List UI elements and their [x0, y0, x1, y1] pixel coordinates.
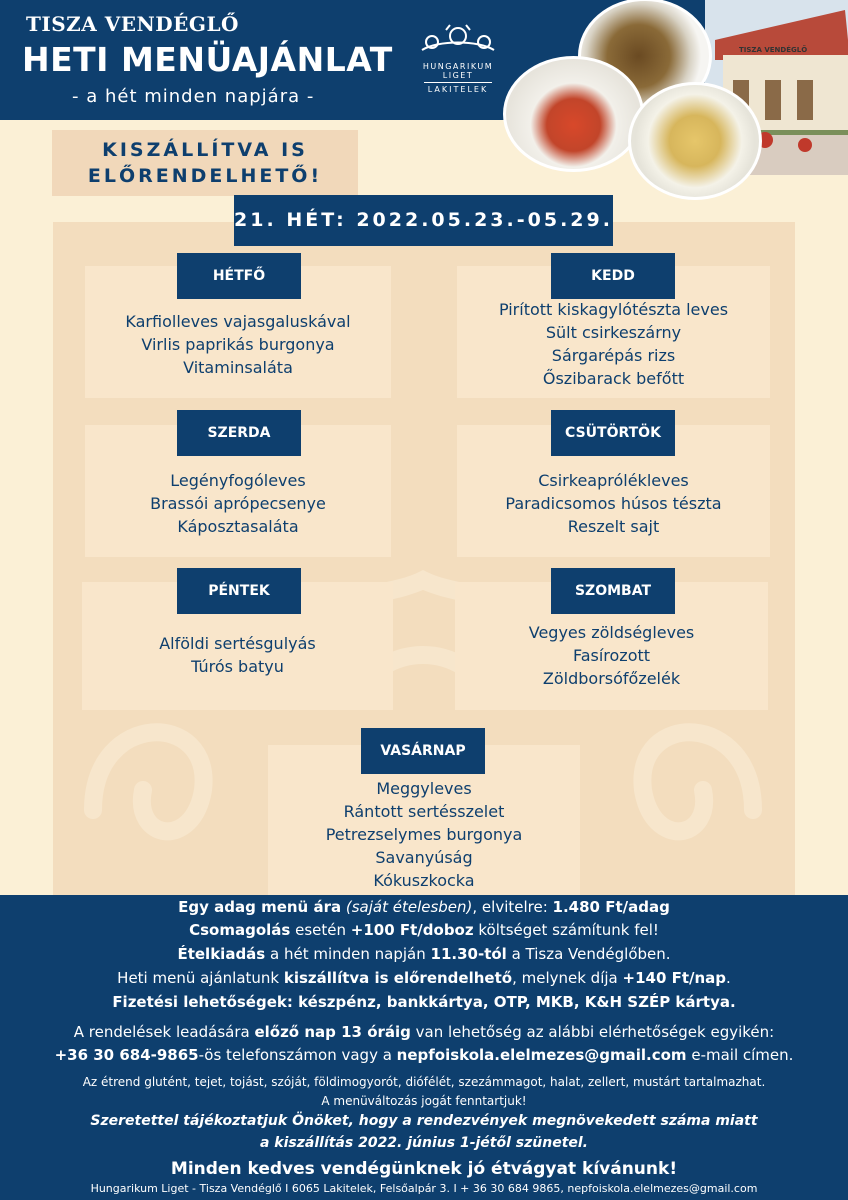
dish-item: Fasírozott [572, 646, 651, 665]
dish-item: Pirított kiskagylótészta leves [498, 300, 729, 319]
week-label: 21. HÉT: 2022.05.23.-05.29. [234, 195, 613, 246]
dish-item: Legényfogóleves [170, 471, 306, 490]
delivery-period: . [726, 969, 731, 987]
contact-text-end: e-mail címen. [686, 1046, 794, 1064]
day-label-saturday: SZOMBAT [551, 568, 675, 614]
food-photo-pasta [503, 56, 644, 172]
dish-item: Rántott sertésszelet [343, 802, 505, 821]
serving-time: 11.30-tól [430, 945, 507, 963]
dish-item: Savanyúság [375, 848, 473, 867]
deadline-text-end: van lehetőség az alábbi elérhetőségek egyikén: [410, 1023, 775, 1041]
deadline-time: előző nap 13 óráig [254, 1023, 411, 1041]
packaging-text-end: költséget számítunk fel! [473, 921, 659, 939]
hungarikum-logo [410, 22, 506, 94]
packaging-label: Csomagolás [189, 921, 291, 939]
price-label: Egy adag menü ára [178, 898, 342, 916]
day-label-tuesday: KEDD [551, 253, 675, 299]
folk-flower-icon [418, 22, 498, 56]
address-line: Hungarikum Liget - Tisza Vendéglő I 6065 Lakitelek, Felsőalpár 3. I + 36 30 684 9865, nepfoiskola.elelmezes@gmail.com [90, 1182, 758, 1195]
dish-item: Zöldborsófőzelék [542, 669, 681, 688]
page-title: HETI MENÜAJÁNLAT [22, 40, 393, 79]
dish-item: Vitaminsaláta [183, 358, 293, 377]
deadline-line [0, 1023, 848, 1041]
delivery-banner-line2: ELŐRENDELHETŐ! [87, 165, 323, 187]
delivery-banner-line1: KISZÁLLÍTVA IS [102, 139, 308, 161]
dish-item: Paradicsomos húsos tészta [505, 494, 722, 513]
dish-item: Vegyes zöldségleves [528, 623, 695, 642]
restaurant-name: TISZA VENDÉGLŐ [26, 12, 239, 36]
contact-line [0, 1046, 848, 1064]
info-footer [0, 895, 848, 1200]
page-subtitle: - a hét minden napjára - [72, 86, 315, 107]
day-label-monday: HÉTFŐ [177, 253, 301, 299]
change-note: A menüváltozás jogát fenntartjuk! [321, 1094, 527, 1108]
food-photo-soup [628, 82, 762, 200]
day-label-thursday: CSÜTÖRTÖK [551, 410, 675, 456]
delivery-fee: +140 Ft/nap [622, 969, 727, 987]
dish-item: Őszibarack befőtt [542, 369, 685, 388]
packaging-text: esetén [290, 921, 351, 939]
serving-line [0, 945, 848, 963]
dish-item: Sült csirkeszárny [545, 323, 682, 342]
contact-email-link[interactable]: nepfoiskola.elelmezes@gmail.com [396, 1046, 687, 1064]
contact-phone[interactable]: +36 30 684-9865 [54, 1046, 199, 1064]
price-text: , elvitelre: [472, 898, 553, 916]
dish-item: Reszelt sajt [567, 517, 660, 536]
day-label-friday: PÉNTEK [177, 568, 301, 614]
dish-item: Csirkeaprólékleves [538, 471, 689, 490]
price-value: 1.480 Ft/adag [552, 898, 670, 916]
deadline-text: A rendelések leadására [73, 1023, 255, 1041]
allergen-note: Az étrend glutént, tejet, tojást, szóját, földimogyorót, diófélét, szezámmagot, halat, zellert, mustárt tartalmazhat. [82, 1075, 766, 1089]
delivery-highlight: kiszállítva is előrendelhető [283, 969, 513, 987]
packaging-line [0, 921, 848, 939]
dish-item: Petrezselymes burgonya [325, 825, 523, 844]
greeting: Minden kedves vendégünknek jó étvágyat kívánunk! [170, 1159, 678, 1179]
serving-text: a hét minden napján [265, 945, 431, 963]
dish-item: Karfiolleves vajasgaluskával [125, 312, 351, 331]
dish-item: Brassói aprópecsenye [150, 494, 326, 513]
building-sign: TISZA VENDÉGLŐ [739, 46, 808, 54]
serving-label: Ételkiadás [177, 945, 266, 963]
notice-line-1: Szeretettel tájékoztatjuk Önöket, hogy a rendezvények megnövekedett száma miatt [90, 1113, 758, 1129]
serving-place: a Tisza Vendéglőben. [506, 945, 671, 963]
dish-item: Túrós batyu [191, 657, 284, 676]
price-note: (saját ételesben) [341, 898, 473, 916]
payment-line: Fizetési lehetőségek: készpénz, bankkártya, OTP, MKB, K&H SZÉP kártya. [112, 993, 736, 1011]
dish-item: Alföldi sertésgulyás [159, 634, 316, 653]
dish-item: Meggyleves [376, 779, 472, 798]
delivery-text-mid: , melynek díja [512, 969, 623, 987]
dish-item: Kókuszkocka [373, 871, 475, 890]
packaging-fee: +100 Ft/doboz [350, 921, 474, 939]
dish-item: Káposztasaláta [177, 517, 299, 536]
delivery-text: Heti menü ajánlatunk [117, 969, 284, 987]
logo-text-top: HUNGARIKUM LIGET [422, 62, 494, 80]
dish-item: Sárgarépás rizs [551, 346, 676, 365]
logo-text-bottom: LAKITELEK [424, 82, 492, 94]
day-label-sunday: VASÁRNAP [361, 728, 485, 774]
price-line [0, 898, 848, 916]
notice-line-2: a kiszállítás 2022. június 1-jétől szünetel. [259, 1135, 588, 1151]
dish-item: Virlis paprikás burgonya [141, 335, 335, 354]
delivery-banner [52, 130, 358, 196]
delivery-line [0, 969, 848, 987]
contact-text: -ös telefonszámon vagy a [198, 1046, 397, 1064]
day-label-wednesday: SZERDA [177, 410, 301, 456]
